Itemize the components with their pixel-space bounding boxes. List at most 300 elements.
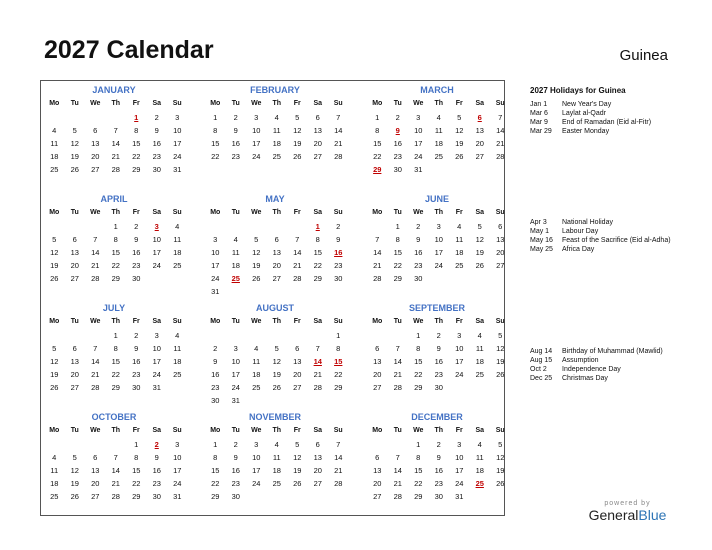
day-cell: 20 <box>293 370 302 379</box>
day-cell: 8 <box>113 344 118 353</box>
day-cell: 19 <box>293 466 302 475</box>
weekday-header: Sa <box>475 100 485 107</box>
day-cell: 22 <box>393 261 402 270</box>
day-cell: 27 <box>91 492 100 501</box>
day-cell: 8 <box>336 344 341 353</box>
weekday-header: Fr <box>293 318 301 325</box>
day-cell: 14 <box>91 357 100 366</box>
weekday-header: Th <box>111 209 121 216</box>
day-cell: 4 <box>52 126 57 135</box>
day-cell: 16 <box>132 357 141 366</box>
month-december <box>367 410 507 503</box>
day-cell: 4 <box>233 235 238 244</box>
holiday-row <box>530 100 690 109</box>
holiday-date: Apr 3 <box>530 219 547 226</box>
day-cell: 30 <box>132 383 141 392</box>
month-name: FEBRUARY <box>250 85 300 95</box>
day-cell: 10 <box>434 235 443 244</box>
day-cell: 15 <box>313 248 322 257</box>
weekday-header: Th <box>111 318 121 325</box>
day-cell: 8 <box>315 235 320 244</box>
day-cell: 26 <box>496 479 505 488</box>
weekday-header: Th <box>434 209 444 216</box>
day-cell: 11 <box>173 344 182 353</box>
day-cell: 9 <box>436 344 441 353</box>
weekday-header: Su <box>172 427 182 434</box>
day-cell: 4 <box>254 344 259 353</box>
day-cell: 7 <box>375 235 380 244</box>
empty-cell <box>205 329 226 342</box>
weekday-header: Fr <box>293 100 301 107</box>
day-cell: 13 <box>313 126 322 135</box>
day-cell: 4 <box>274 440 279 449</box>
day-cell: 1 <box>416 331 421 340</box>
day-cell: 18 <box>434 139 443 148</box>
day-cell: 23 <box>152 152 161 161</box>
day-cell: 7 <box>113 126 118 135</box>
day-cell: 26 <box>70 165 79 174</box>
holiday-group <box>530 218 690 254</box>
day-cell: 19 <box>70 479 79 488</box>
day-cell: 6 <box>295 344 300 353</box>
day-cell: 12 <box>496 344 505 353</box>
day-cell: 10 <box>152 344 161 353</box>
day-cell: 29 <box>111 274 120 283</box>
empty-cell <box>44 438 65 451</box>
day-cell: 14 <box>393 357 402 366</box>
holiday-group <box>530 347 690 383</box>
day-cell: 10 <box>152 235 161 244</box>
day-cell: 3 <box>233 344 238 353</box>
day-cell: 28 <box>111 492 120 501</box>
day-cell: 28 <box>293 274 302 283</box>
day-cell: 20 <box>475 139 484 148</box>
day-cell: 13 <box>70 248 79 257</box>
day-cell: 20 <box>272 261 281 270</box>
holiday-name: Birthday of Muhammad (Mawlid) <box>562 348 663 355</box>
day-cell: 18 <box>272 139 281 148</box>
weekday-header: Mo <box>49 427 60 434</box>
day-cell: 16 <box>434 466 443 475</box>
day-cell: 25 <box>173 261 182 270</box>
weekday-header: Tu <box>231 100 240 107</box>
day-cell: 7 <box>93 235 98 244</box>
day-cell: 27 <box>293 383 302 392</box>
weekday-header: Mo <box>372 100 383 107</box>
month-name: DECEMBER <box>411 412 463 422</box>
weekday-header: Tu <box>231 318 240 325</box>
weekday-header: Th <box>272 427 282 434</box>
day-cell: 29 <box>334 383 343 392</box>
day-cell: 5 <box>72 126 77 135</box>
day-cell: 4 <box>477 331 482 340</box>
day-cell: 20 <box>91 152 100 161</box>
day-cell: 26 <box>496 370 505 379</box>
day-cell: 25 <box>50 492 59 501</box>
day-cell: 13 <box>373 357 382 366</box>
weekday-header: Fr <box>293 427 301 434</box>
day-cell: 31 <box>231 396 240 405</box>
day-cell: 24 <box>434 261 443 270</box>
day-cell: 2 <box>154 113 159 122</box>
generalblue-logo[interactable] <box>585 500 670 523</box>
day-cell: 21 <box>293 261 302 270</box>
day-cell: 24 <box>173 479 182 488</box>
weekday-header: Sa <box>475 318 485 325</box>
day-cell: 23 <box>231 152 240 161</box>
day-cell: 7 <box>295 235 300 244</box>
day-cell: 30 <box>334 274 343 283</box>
day-cell: 18 <box>50 152 59 161</box>
day-cell: 4 <box>52 453 57 462</box>
weekday-header: Su <box>333 100 343 107</box>
day-cell: 2 <box>134 331 139 340</box>
weekday-header: Mo <box>372 427 383 434</box>
day-cell: 22 <box>111 370 120 379</box>
day-cell: 21 <box>91 370 100 379</box>
day-cell: 27 <box>475 152 484 161</box>
holiday-day-cell: 25 <box>475 479 484 488</box>
weekday-header: Mo <box>210 100 221 107</box>
weekday-header: Sa <box>152 427 162 434</box>
day-cell: 25 <box>50 165 59 174</box>
day-cell: 9 <box>233 126 238 135</box>
holiday-row <box>530 236 690 245</box>
day-cell: 31 <box>173 165 182 174</box>
day-cell: 27 <box>272 274 281 283</box>
empty-cell <box>85 329 106 342</box>
holiday-day-cell: 6 <box>477 113 482 122</box>
empty-cell <box>367 220 388 233</box>
weekday-header: We <box>251 209 262 216</box>
weekday-header: We <box>90 427 101 434</box>
weekday-header: Fr <box>455 100 463 107</box>
month-grid <box>367 206 507 285</box>
day-cell: 28 <box>91 274 100 283</box>
month-grid <box>205 206 345 298</box>
weekday-header: Tu <box>393 318 402 325</box>
holiday-row <box>530 356 690 365</box>
day-cell: 6 <box>93 126 98 135</box>
page-title: 2027 Calendar <box>44 36 214 64</box>
day-cell: 22 <box>132 152 141 161</box>
day-cell: 30 <box>393 165 402 174</box>
day-cell: 3 <box>457 440 462 449</box>
day-cell: 5 <box>457 113 462 122</box>
day-cell: 2 <box>436 440 441 449</box>
day-cell: 13 <box>373 466 382 475</box>
day-cell: 24 <box>152 261 161 270</box>
holiday-date: May 1 <box>530 228 550 235</box>
day-cell: 22 <box>414 479 423 488</box>
day-cell: 5 <box>295 440 300 449</box>
day-cell: 13 <box>272 248 281 257</box>
weekday-header: Mo <box>372 209 383 216</box>
day-cell: 25 <box>475 370 484 379</box>
day-cell: 23 <box>152 479 161 488</box>
day-cell: 9 <box>336 235 341 244</box>
weekday-header: Su <box>495 209 505 216</box>
day-cell: 23 <box>393 152 402 161</box>
day-cell: 23 <box>414 261 423 270</box>
day-cell: 13 <box>475 126 484 135</box>
day-cell: 19 <box>293 139 302 148</box>
day-cell: 21 <box>334 466 343 475</box>
day-cell: 5 <box>254 235 259 244</box>
day-cell: 25 <box>252 383 261 392</box>
month-name: JULY <box>102 303 126 313</box>
day-cell: 22 <box>313 261 322 270</box>
day-cell: 10 <box>252 126 261 135</box>
weekday-header: Th <box>111 100 121 107</box>
holiday-name: Christmas Day <box>562 375 608 382</box>
weekday-header: Su <box>495 100 505 107</box>
day-cell: 15 <box>211 466 220 475</box>
day-cell: 4 <box>457 222 462 231</box>
holiday-row <box>530 227 690 236</box>
day-cell: 30 <box>132 274 141 283</box>
day-cell: 8 <box>113 235 118 244</box>
day-cell: 17 <box>252 139 261 148</box>
day-cell: 27 <box>91 165 100 174</box>
day-cell: 25 <box>272 479 281 488</box>
day-cell: 27 <box>373 492 382 501</box>
weekday-header: Tu <box>70 427 79 434</box>
day-cell: 17 <box>173 466 182 475</box>
day-cell: 5 <box>498 440 503 449</box>
weekday-header: Tu <box>70 318 79 325</box>
day-cell: 10 <box>173 126 182 135</box>
day-cell: 24 <box>414 152 423 161</box>
empty-cell <box>226 220 247 233</box>
empty-cell <box>85 111 106 124</box>
day-cell: 6 <box>72 344 77 353</box>
weekday-header: Su <box>172 209 182 216</box>
day-cell: 14 <box>334 453 343 462</box>
weekday-header: We <box>251 318 262 325</box>
day-cell: 16 <box>152 139 161 148</box>
weekday-header: Mo <box>210 209 221 216</box>
holiday-name: Africa Day <box>562 246 595 253</box>
day-cell: 19 <box>252 261 261 270</box>
day-cell: 2 <box>336 222 341 231</box>
day-cell: 17 <box>455 357 464 366</box>
weekday-header: Fr <box>455 318 463 325</box>
day-cell: 19 <box>496 466 505 475</box>
day-cell: 30 <box>152 492 161 501</box>
empty-cell <box>65 220 86 233</box>
day-cell: 17 <box>173 139 182 148</box>
weekday-header: Su <box>333 209 343 216</box>
month-name: SEPTEMBER <box>408 303 465 313</box>
month-may <box>205 192 345 298</box>
day-cell: 26 <box>50 274 59 283</box>
day-cell: 7 <box>498 113 503 122</box>
month-grid <box>205 97 345 163</box>
day-cell: 11 <box>252 357 261 366</box>
day-cell: 27 <box>313 152 322 161</box>
day-cell: 3 <box>416 113 421 122</box>
day-cell: 4 <box>274 113 279 122</box>
day-cell: 6 <box>375 453 380 462</box>
day-cell: 18 <box>252 370 261 379</box>
weekday-header: Th <box>434 427 444 434</box>
day-cell: 17 <box>152 248 161 257</box>
day-cell: 18 <box>173 248 182 257</box>
day-cell: 12 <box>50 357 59 366</box>
day-cell: 5 <box>477 222 482 231</box>
day-cell: 23 <box>132 261 141 270</box>
day-cell: 30 <box>231 492 240 501</box>
day-cell: 18 <box>173 357 182 366</box>
month-october <box>44 410 184 503</box>
day-cell: 20 <box>313 139 322 148</box>
holiday-day-cell: 29 <box>373 165 382 174</box>
day-cell: 21 <box>111 479 120 488</box>
month-november <box>205 410 345 503</box>
empty-cell <box>267 220 288 233</box>
day-cell: 12 <box>70 139 79 148</box>
weekday-header: Mo <box>49 209 60 216</box>
weekday-header: We <box>251 427 262 434</box>
day-cell: 17 <box>211 261 220 270</box>
holiday-date: Mar 29 <box>530 128 552 135</box>
day-cell: 28 <box>334 479 343 488</box>
day-cell: 22 <box>373 152 382 161</box>
weekday-header: Tu <box>70 100 79 107</box>
day-cell: 11 <box>475 453 484 462</box>
weekday-header: Fr <box>132 209 140 216</box>
day-cell: 20 <box>373 479 382 488</box>
weekday-header: Th <box>111 427 121 434</box>
day-cell: 8 <box>134 453 139 462</box>
day-cell: 8 <box>395 235 400 244</box>
day-cell: 28 <box>334 152 343 161</box>
weekday-header: Su <box>333 318 343 325</box>
day-cell: 29 <box>414 383 423 392</box>
day-cell: 18 <box>231 261 240 270</box>
day-cell: 7 <box>395 344 400 353</box>
day-cell: 6 <box>315 440 320 449</box>
holiday-date: May 16 <box>530 237 553 244</box>
day-cell: 11 <box>231 248 240 257</box>
day-cell: 11 <box>455 235 464 244</box>
day-cell: 14 <box>373 248 382 257</box>
day-cell: 19 <box>50 261 59 270</box>
empty-cell <box>388 438 409 451</box>
day-cell: 25 <box>455 261 464 270</box>
day-cell: 5 <box>295 113 300 122</box>
day-cell: 27 <box>70 274 79 283</box>
day-cell: 1 <box>134 440 139 449</box>
month-name: AUGUST <box>256 303 294 313</box>
weekday-header: Sa <box>152 209 162 216</box>
day-cell: 29 <box>111 383 120 392</box>
holiday-row <box>530 118 690 127</box>
month-january <box>44 83 184 176</box>
day-cell: 22 <box>132 479 141 488</box>
day-cell: 26 <box>293 152 302 161</box>
day-cell: 12 <box>475 235 484 244</box>
weekday-header: Mo <box>210 427 221 434</box>
day-cell: 19 <box>455 139 464 148</box>
day-cell: 21 <box>313 370 322 379</box>
day-cell: 11 <box>272 126 281 135</box>
day-cell: 31 <box>152 383 161 392</box>
day-cell: 6 <box>274 235 279 244</box>
holiday-day-cell: 2 <box>154 440 159 449</box>
day-cell: 8 <box>213 453 218 462</box>
day-cell: 21 <box>111 152 120 161</box>
holiday-name: New Year's Day <box>562 101 612 108</box>
weekday-header: Su <box>172 100 182 107</box>
empty-cell <box>367 329 388 342</box>
day-cell: 19 <box>70 152 79 161</box>
weekday-header: Tu <box>393 427 402 434</box>
day-cell: 15 <box>211 139 220 148</box>
day-cell: 18 <box>475 466 484 475</box>
day-cell: 12 <box>272 357 281 366</box>
day-cell: 24 <box>173 152 182 161</box>
weekday-header: Sa <box>475 427 485 434</box>
day-cell: 28 <box>111 165 120 174</box>
day-cell: 15 <box>111 248 120 257</box>
day-cell: 27 <box>70 383 79 392</box>
month-grid <box>44 424 184 503</box>
day-cell: 8 <box>416 453 421 462</box>
empty-cell <box>226 329 247 342</box>
empty-cell <box>246 329 267 342</box>
day-cell: 10 <box>252 453 261 462</box>
holiday-date: Mar 6 <box>530 110 548 117</box>
day-cell: 13 <box>496 235 505 244</box>
day-cell: 29 <box>393 274 402 283</box>
day-cell: 9 <box>154 453 159 462</box>
holiday-day-cell: 1 <box>134 113 139 122</box>
day-cell: 10 <box>455 453 464 462</box>
weekday-header: Tu <box>393 100 402 107</box>
day-cell: 26 <box>455 152 464 161</box>
day-cell: 27 <box>313 479 322 488</box>
month-name: APRIL <box>100 194 128 204</box>
empty-cell <box>44 329 65 342</box>
day-cell: 2 <box>233 113 238 122</box>
empty-cell <box>367 438 388 451</box>
empty-cell <box>44 111 65 124</box>
day-cell: 22 <box>211 152 220 161</box>
day-cell: 6 <box>315 113 320 122</box>
weekday-header: Th <box>272 318 282 325</box>
day-cell: 31 <box>455 492 464 501</box>
month-name: MARCH <box>420 85 454 95</box>
day-cell: 11 <box>272 453 281 462</box>
day-cell: 14 <box>111 139 120 148</box>
day-cell: 2 <box>213 344 218 353</box>
weekday-header: Sa <box>313 318 323 325</box>
weekday-header: Th <box>272 100 282 107</box>
day-cell: 7 <box>336 113 341 122</box>
powered-by-text: powered by <box>604 500 651 507</box>
day-cell: 25 <box>272 152 281 161</box>
month-name: MAY <box>265 194 285 204</box>
empty-cell <box>85 438 106 451</box>
day-cell: 26 <box>272 383 281 392</box>
holiday-day-cell: 15 <box>334 357 343 366</box>
day-cell: 15 <box>373 139 382 148</box>
empty-cell <box>388 329 409 342</box>
day-cell: 5 <box>274 344 279 353</box>
day-cell: 3 <box>154 331 159 340</box>
